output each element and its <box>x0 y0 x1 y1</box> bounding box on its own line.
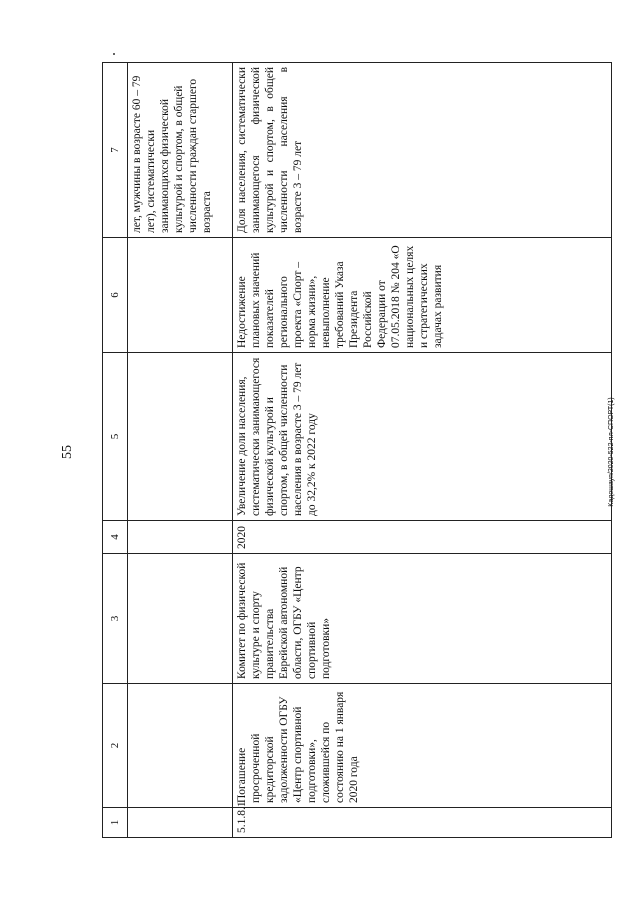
cell-indicator: лет, мужчины в возрасте 60 – 79 лет), систематически занимающихся физической культурой и спортом, в общей численности граждан старшего возраста <box>128 63 233 238</box>
cell-consequences: Недостижение плановых значений показателей регионального проекта «Спорт – норма жизни», невыполнение требований Указа Президента Российской Федерации от 07.05.2018 № 204 «О национальных целях и стратегических задачах развития <box>233 238 612 353</box>
column-number: 3 <box>103 554 128 684</box>
cell-expected-result <box>128 353 233 521</box>
column-number: 6 <box>103 238 128 353</box>
table-container <box>102 63 612 838</box>
column-number: 5 <box>103 353 128 521</box>
document-footer-code: Кадошауп/2020-522-пл-СПОРТ(1) <box>608 397 615 507</box>
cell-expected-result: Увеличение доли населения, систематически занимающегося физической культурой и спортом, в общей численности населения в возрасте 3 – 79 лет до 32,2% к 2022 году <box>233 353 612 521</box>
table-row-5-1-8-1 <box>233 63 612 838</box>
cell-year: 2020 <box>233 521 612 554</box>
column-number-row <box>103 63 128 838</box>
cell-number: 5.1.8.1 <box>233 808 612 838</box>
page-number: 55 <box>60 445 75 459</box>
table-row-continuation <box>128 63 233 838</box>
cell-number <box>128 808 233 838</box>
column-number: 1 <box>103 808 128 838</box>
cell-consequences <box>128 238 233 353</box>
column-number: 4 <box>103 521 128 554</box>
rotated-table-layer <box>102 63 612 838</box>
cell-executor: Комитет по физической культуре и спорту правительства Еврейской автономной области, ОГБУ «Центр спортивной подготовки» <box>233 554 612 684</box>
cell-activity <box>128 684 233 808</box>
cell-executor <box>128 554 233 684</box>
column-number: 7 <box>103 63 128 238</box>
activities-table <box>102 62 612 838</box>
scan-speck <box>113 53 115 55</box>
cell-activity: Погашение просроченной кредиторской задолженности ОГБУ «Центр спортивной подготовки», сложившейся по состоянию на 1 января 2020 года <box>233 684 612 808</box>
cell-indicator: Доля населения, систематически занимающегося физической культурой и спортом, в общей численности населения в возрасте 3 – 79 лет <box>233 63 612 238</box>
cell-year <box>128 521 233 554</box>
column-number: 2 <box>103 684 128 808</box>
